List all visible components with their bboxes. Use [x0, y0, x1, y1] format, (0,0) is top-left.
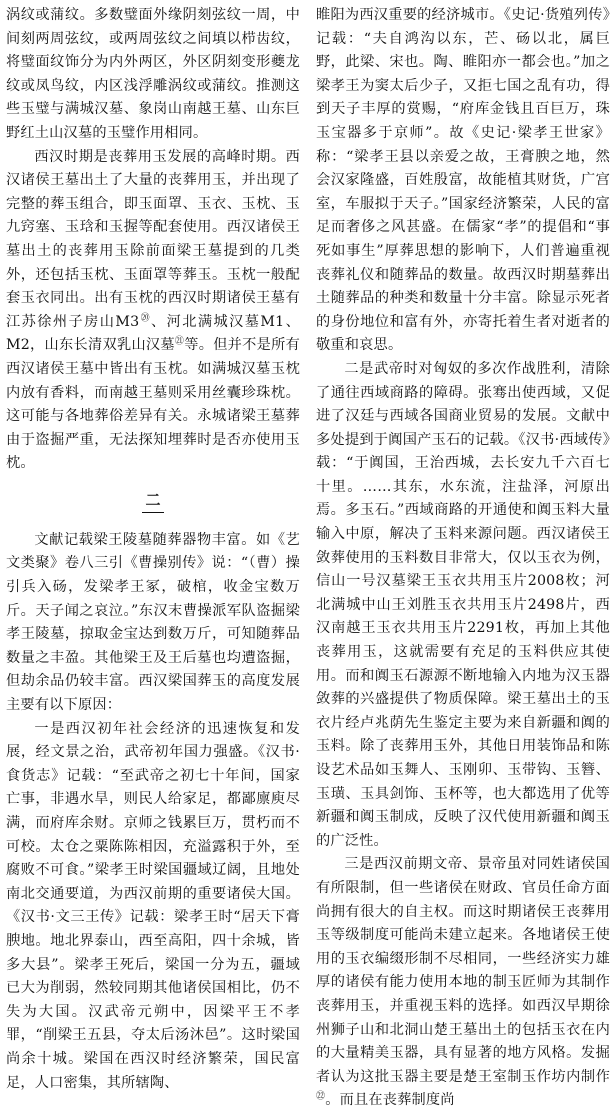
left-column [6, 4, 300, 1091]
paragraph-reason-two: 二是武帝时对匈奴的多次作战胜利，清除了通往西域商路的障碍。张骞出使西域，又促进了汉廷与西域各国商业贸易的发展。文献中多处提到于阗国产玉石的记载。《汉书·西域传》载：“于阗国，王治西城，去长安九千六百七十里。……其东，水东流，注盐泽，河原出焉。多玉石。”西域商路的开通使和阗玉料大量输入中原，解决了玉料来源问题。西汉诸侯王敛葬使用的玉料数目非常大，仅以玉衣为例，信山一号汉墓梁王玉衣共用玉片2008枚；河北满城中山王刘胜玉衣共用玉片2498片，西汉南越王玉衣共用玉片2291枚，再加上其他丧葬用玉，这就需要有充足的玉料供应其使用。而和阗玉石源源不断地输入内地为汉玉器敛葬的兴盛提供了物质保障。梁王墓出土的玉衣片经卢兆荫先生鉴定主要为来自新疆和阗的玉料。除了丧葬用玉外，其他日用装饰品和陈设艺术品如玉舞人、玉刚卯、玉带钩、玉簪、玉璜、玉具剑饰、玉杯等，也大都选用了优等新疆和阗玉制成，反映了汉代使用新疆和阗玉的广泛性。 [316, 360, 610, 849]
paragraph-jade-bi-decoration: 涡纹或蒲纹。多数璧面外缘阴刻弦纹一周，中间刻两周弦纹，或两周弦纹之间填以栉齿纹，将璧面纹饰分为内外两区，外区阴刻变形夔龙纹或凤鸟纹，内区浅浮雕涡纹或蒲纹。推测这些玉璧与满城汉墓、象岗山南越王墓、山东巨野红土山汉墓的玉璧作用相同。 [6, 7, 300, 141]
footnote-marker[interactable]: ㉑ [174, 336, 185, 347]
section-number: 二 [142, 490, 163, 513]
paragraph-text: 、河北满城汉墓M1、M2，山东长清双乳山汉墓 [6, 313, 300, 354]
footnote-marker[interactable]: ㉒ [316, 1091, 326, 1102]
paragraph-text: 等。但并不是所有西汉诸侯王墓中皆出有玉枕。如满城汉墓玉枕内放有香料，而南越王墓则采用丝囊珍珠枕。这可能与各地葬俗差异有关。永城诸梁王墓葬由于盗掘严重，无法探知埋葬时是否亦使用玉枕。 [6, 337, 300, 472]
paragraph-reason-one: 一是西汉初年社会经济的迅速恢复和发展，经文景之治，武帝初年国力强盛。《汉书·食货志》记载：“至武帝之初七十年间，国家亡事，非遇水旱，则民人给家足，都鄙廪庾尽满，而府库余财。京师之钱累巨万，贯朽而不可校。太仓之粟陈陈相因，充溢露积于外，至腐败不可食。”梁孝王时梁国疆域辽阔，且地处南北交通要道，为西汉前期的重要诸侯大国。《汉书·文三王传》记载：梁孝王时“居天下膏腴地。地北界泰山，西至高阳，四十余城，皆多大县”。梁孝王死后，梁国一分为五，疆域已大为削弱，然较同期其他诸侯国相比，仍不失为大国。汉武帝元朔中，因梁平王不孝罪，“削梁王五县，夺太后汤沐邑”。这时梁国尚余十城。梁国在西汉时经济繁荣，国民富足，人口密集，其所辖陶、 [6, 720, 300, 1091]
right-column [316, 4, 610, 1109]
footnote-marker[interactable]: ⑳ [139, 312, 152, 323]
paragraph-text: 西汉时期是丧葬用玉发展的高峰时期。西汉诸侯王墓出土了大量的丧葬用玉，并出现了完整的葬玉组合，即玉面罩、玉衣、玉枕、玉九窍塞、玉琀和玉握等配套使用。西汉诸侯王墓出土的丧葬用玉除前面梁王墓提到的几类外，还包括玉枕、玉面罩等葬玉。玉枕一般配套玉衣同出。出有玉枕的西汉时期诸侯王墓有江苏徐州子房山M3 [6, 148, 300, 330]
section-heading [6, 490, 300, 513]
paragraph-text: 三是西汉前期文帝、景帝虽对同姓诸侯国有所限制，但一些诸侯在财政、官员任命方面尚拥有很大的自主权。而这时期诸侯王丧葬用玉等级制度可能尚未建立起来。各地诸侯王使用的玉衣编缀形制不尽相同，一些经济实力雄厚的诸侯有能力使用本地的制玉匠师为其制作丧葬用玉，并重视玉料的选择。如西汉早期徐州狮子山和北洞山楚王墓出土的包括玉衣在内的大量精美玉器，具有显著的地方风格。发掘者认为这批玉器主要是楚王室制玉作坊内制作 [316, 856, 610, 1085]
paragraph-reason-one-continued: 睢阳为西汉重要的经济城市。《史记·货殖列传》记载：“夫自鸿沟以东，芒、砀以北，属巨野，此梁、宋也。陶、睢阳亦一都会也。”加之梁孝王为窦太后少子，又拒七国之乱有功，得到天子丰厚的赏赐，“府库金钱且百巨万，珠玉宝器多于京师”。故《史记·梁孝王世家》称：“梁孝王县以亲爱之故，王膏腴之地，然会汉家隆盛，百姓殷富，故能植其财货，广宫室，车服拟于天子。”国家经济繁荣，人民的富足而奢侈之风甚盛。在儒家“孝”的提倡和“事死如事生”厚葬思想的影响下，人们普遍重视丧葬礼仪和随葬品的数量。故西汉时期墓葬出土随葬品的种类和数量十分丰富。除显示死者的身份地位和富有外，亦寄托着生者对逝者的敬重和哀思。 [316, 7, 610, 354]
paragraph-funerary-jade-peak [6, 146, 300, 476]
paragraph-text: 。而且在丧葬制度尚 [325, 1092, 455, 1109]
paragraph-literature-records: 文献记载梁王陵墓随葬器物丰富。如《艺文类聚》卷八三引《曹操别传》说：“（曹）操引兵入砀，发梁孝王冢，破棺，收金宝数万斤。天子闻之哀泣。”东汉末曹操派军队盗掘梁孝王陵墓，掠取金宝达到数万斤，可知随葬品数量之丰盈。其他梁王及王后墓也均遭盗掘，但劫余品仍较丰富。西汉梁国葬玉的高度发展主要有以下原因： [6, 531, 300, 714]
paragraph-reason-three [316, 853, 610, 1113]
